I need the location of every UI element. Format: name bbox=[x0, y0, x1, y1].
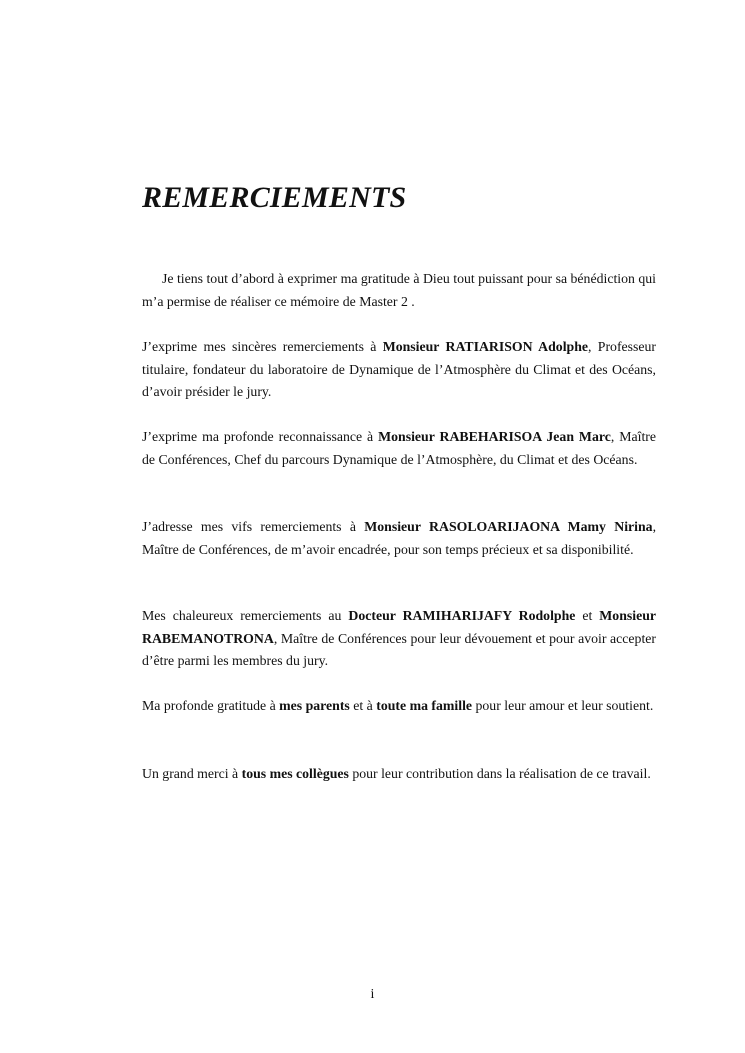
paragraph-text: , Maître de Conférences pour leur dévouement et pour avoir accepter d’être parmi les membres du jury. bbox=[142, 630, 656, 669]
paragraph-text: , Maître de Conférences, Chef du parcours Dynamique de l’Atmosphère, du Climat et des Océans. bbox=[142, 429, 656, 467]
paragraph-text: et à bbox=[349, 698, 377, 713]
paragraph-text: , Maître de Conférences, de m’avoir encadrée, pour son temps précieux et sa disponibilité. bbox=[142, 519, 657, 557]
paragraph-ratiarison bbox=[142, 336, 656, 404]
paragraph-text: J’exprime mes sincères remerciements à bbox=[142, 339, 383, 354]
person-name: Monsieur RASOLOARIJAONA Mamy Nirina bbox=[364, 519, 653, 534]
paragraph-text: J’adresse mes vifs remerciements à bbox=[142, 519, 365, 534]
paragraph-text: Un grand merci à bbox=[142, 766, 242, 781]
paragraph-jury-members bbox=[142, 605, 656, 673]
person-name: Monsieur RABEHARISOA Jean Marc bbox=[378, 429, 611, 444]
paragraph-colleagues bbox=[142, 763, 656, 786]
person-name: Monsieur RATIARISON Adolphe bbox=[382, 339, 589, 354]
bold-phrase: mes parents bbox=[279, 698, 350, 713]
paragraph-text: , Professeur titulaire, fondateur du laboratoire de Dynamique de l’Atmosphère du Climat et des Océans, d’avoir présider le jury. bbox=[142, 339, 657, 400]
paragraph-text: Ma profonde gratitude à bbox=[142, 698, 280, 713]
bold-phrase: tous mes collègues bbox=[241, 766, 349, 781]
page-title: REMERCIEMENTS bbox=[142, 181, 407, 214]
paragraph-text: pour leur amour et leur soutient. bbox=[472, 698, 654, 713]
page-number: i bbox=[370, 987, 375, 1002]
paragraph-text: Je tiens tout d’abord à exprimer ma gratitude à Dieu tout puissant pour sa bénédiction qui m’a permise de réaliser ce mémoire de Master 2 . bbox=[142, 271, 656, 309]
paragraph-text: pour leur contribution dans la réalisation de ce travail. bbox=[348, 766, 651, 781]
person-name: Docteur RAMIHARIJAFY Rodolphe bbox=[348, 608, 576, 623]
paragraph-text: Mes chaleureux remerciements au bbox=[142, 608, 349, 623]
paragraph-text: et bbox=[575, 608, 600, 623]
paragraph-family bbox=[142, 695, 656, 718]
paragraph-rasoloarijaona bbox=[142, 516, 656, 561]
person-name: Monsieur RABEMANOTRONA bbox=[142, 608, 656, 646]
paragraph-rabeharisoa bbox=[142, 426, 656, 471]
paragraph-text: J’exprime ma profonde reconnaissance à bbox=[142, 429, 379, 444]
bold-phrase: toute ma famille bbox=[376, 698, 473, 713]
paragraph-dieu bbox=[142, 268, 656, 313]
